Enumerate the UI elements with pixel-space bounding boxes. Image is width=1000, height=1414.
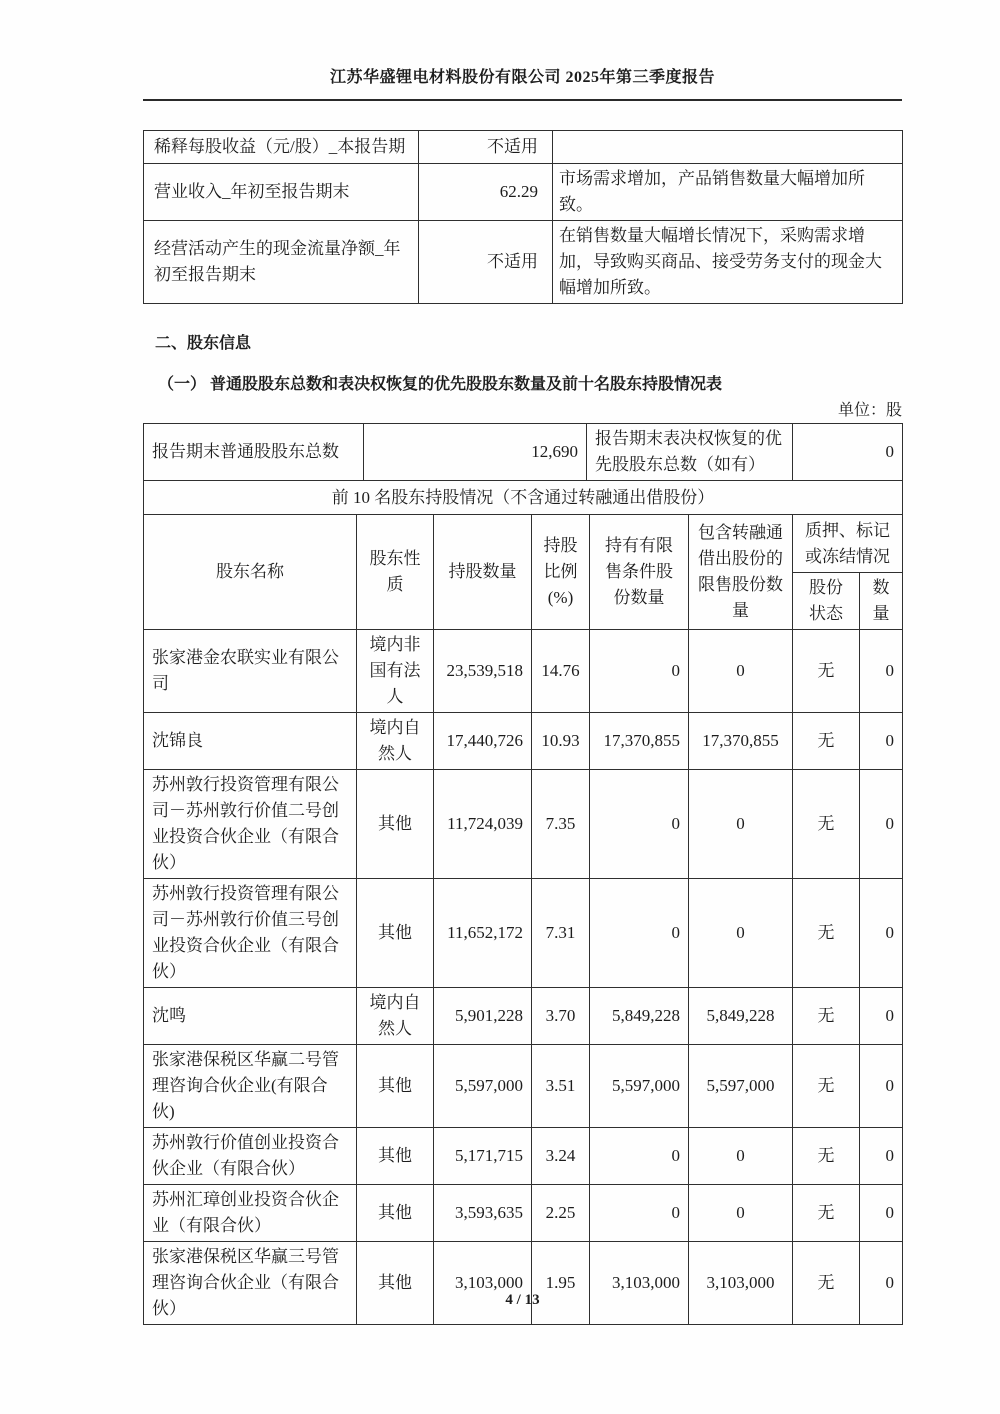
shareholder-name-cell: 苏州汇璋创业投资合伙企业（有限合伙） (144, 1185, 357, 1242)
table-row (144, 630, 903, 713)
shareholder-name-cell: 苏州敦行投资管理有限公司－苏州敦行价值二号创业投资合伙企业（有限合伙） (144, 770, 357, 879)
section-title: 二、股东信息 (155, 335, 252, 352)
shareholder-name-cell: 苏州敦行价值创业投资合伙企业（有限合伙） (144, 1128, 357, 1185)
shareholder-nature-cell: 境内自然人 (357, 988, 434, 1045)
shareholder-name-cell: 张家港金农联实业有限公司 (144, 630, 357, 713)
shareholding-ratio-cell: 1.95 (532, 1242, 590, 1325)
shares-held-cell: 5,597,000 (434, 1045, 532, 1128)
pledge-status-cell: 无 (793, 879, 860, 988)
doc-header-title: 江苏华盛锂电材料股份有限公司 2025年第三季度报告 (329, 69, 715, 86)
indicator-value-cell: 62.29 (419, 164, 553, 221)
shareholder-nature-cell: 其他 (357, 1242, 434, 1325)
top10-subheader-cell: 前 10 名股东持股情况（不含通过转融通出借股份） (144, 481, 903, 515)
shareholding-ratio-cell: 3.51 (532, 1045, 590, 1128)
table-row (144, 879, 903, 988)
pledge-qty-cell: 0 (860, 879, 903, 988)
restricted-shares-cell: 3,103,000 (590, 1242, 689, 1325)
table-row (144, 1128, 903, 1185)
section-subtitle: （一） 普通股股东总数和表决权恢复的优先股股东数量及前十名股东持股情况表 (158, 376, 723, 393)
shareholder-name-cell: 沈锦良 (144, 713, 357, 770)
refinancing-shares-cell: 5,849,228 (689, 988, 793, 1045)
shareholder-nature-cell: 其他 (357, 1045, 434, 1128)
indicators-table (143, 130, 903, 304)
restricted-shares-cell: 0 (590, 1185, 689, 1242)
shares-held-cell: 3,103,000 (434, 1242, 532, 1325)
refinancing-shares-cell: 0 (689, 879, 793, 988)
pledge-qty-cell: 0 (860, 1185, 903, 1242)
pledge-qty-cell: 0 (860, 713, 903, 770)
indicator-note-cell: 在销售数量大幅增长情况下，采购需求增加，导致购买商品、接受劳务支付的现金大幅增加所致。 (553, 221, 903, 304)
indicator-value-cell: 不适用 (419, 131, 553, 164)
pledge-qty-cell: 0 (860, 630, 903, 713)
refinancing-shares-cell: 0 (689, 1185, 793, 1242)
col-shares-held: 持股数量 (434, 515, 532, 630)
indicator-note-cell (553, 131, 903, 164)
restricted-shares-cell: 5,597,000 (590, 1045, 689, 1128)
indicator-item-cell: 稀释每股收益（元/股）_本报告期 (144, 131, 419, 164)
shares-held-cell: 23,539,518 (434, 630, 532, 713)
table-row (144, 481, 903, 515)
shares-held-cell: 5,171,715 (434, 1128, 532, 1185)
indicator-item-cell: 营业收入_年初至报告期末 (144, 164, 419, 221)
shareholder-nature-cell: 其他 (357, 1128, 434, 1185)
pledge-qty-cell: 0 (860, 1045, 903, 1128)
pledge-status-cell: 无 (793, 1185, 860, 1242)
col-restricted-shares: 持有有限售条件股份数量 (590, 515, 689, 630)
indicator-value-cell: 不适用 (419, 221, 553, 304)
shareholding-ratio-cell: 3.70 (532, 988, 590, 1045)
shareholding-ratio-cell: 10.93 (532, 713, 590, 770)
shareholder-name-cell: 张家港保税区华赢三号管理咨询合伙企业（有限合伙） (144, 1242, 357, 1325)
shareholding-ratio-cell: 7.35 (532, 770, 590, 879)
indicator-note-cell: 市场需求增加，产品销售数量大幅增加所致。 (553, 164, 903, 221)
shareholding-ratio-cell: 7.31 (532, 879, 590, 988)
table-row (144, 1242, 903, 1325)
shares-held-cell: 17,440,726 (434, 713, 532, 770)
col-shareholding-ratio: 持股比例(%) (532, 515, 590, 630)
header-divider (143, 99, 902, 101)
page-number: 4 / 13 (505, 1292, 540, 1308)
shares-held-cell: 11,652,172 (434, 879, 532, 988)
preferred-shareholders-label-cell: 报告期末表决权恢复的优先股股东总数（如有） (587, 424, 793, 481)
shares-held-cell: 3,593,635 (434, 1185, 532, 1242)
restricted-shares-cell: 0 (590, 630, 689, 713)
shareholder-nature-cell: 其他 (357, 879, 434, 988)
common-shareholders-value-cell: 12,690 (364, 424, 587, 481)
table-header-row (144, 515, 903, 573)
shareholding-ratio-cell: 14.76 (532, 630, 590, 713)
pledge-status-cell: 无 (793, 770, 860, 879)
shareholder-name-cell: 沈鸣 (144, 988, 357, 1045)
restricted-shares-cell: 5,849,228 (590, 988, 689, 1045)
table-row (144, 770, 903, 879)
pledge-status-cell: 无 (793, 630, 860, 713)
shareholder-nature-cell: 境内非国有法人 (357, 630, 434, 713)
table-row (144, 131, 903, 164)
shareholder-name-cell: 苏州敦行投资管理有限公司－苏州敦行价值三号创业投资合伙企业（有限合伙） (144, 879, 357, 988)
shareholder-name-cell: 张家港保税区华赢二号管理咨询合伙企业(有限合伙) (144, 1045, 357, 1128)
table-row (144, 164, 903, 221)
col-refinancing-shares: 包含转融通借出股份的限售股份数量 (689, 515, 793, 630)
col-pledge-group: 质押、标记或冻结情况 (793, 515, 903, 573)
shareholder-summary-table (143, 423, 903, 515)
col-pledge-qty: 数量 (860, 573, 903, 630)
shareholding-ratio-cell: 2.25 (532, 1185, 590, 1242)
table-row (144, 988, 903, 1045)
shareholding-ratio-cell: 3.24 (532, 1128, 590, 1185)
col-shareholder-nature: 股东性质 (357, 515, 434, 630)
table-row (144, 221, 903, 304)
pledge-qty-cell: 0 (860, 988, 903, 1045)
col-pledge-status: 股份状态 (793, 573, 860, 630)
restricted-shares-cell: 17,370,855 (590, 713, 689, 770)
restricted-shares-cell: 0 (590, 770, 689, 879)
top10-shareholders-table (143, 514, 903, 1325)
unit-label: 单位：股 (837, 402, 902, 419)
shareholder-table-wrap (143, 423, 902, 1325)
pledge-qty-cell: 0 (860, 1128, 903, 1185)
shares-held-cell: 11,724,039 (434, 770, 532, 879)
refinancing-shares-cell: 5,597,000 (689, 1045, 793, 1128)
refinancing-shares-cell: 0 (689, 630, 793, 713)
pledge-status-cell: 无 (793, 713, 860, 770)
pledge-qty-cell: 0 (860, 770, 903, 879)
table-row (144, 1045, 903, 1128)
refinancing-shares-cell: 17,370,855 (689, 713, 793, 770)
shareholder-nature-cell: 其他 (357, 770, 434, 879)
preferred-shareholders-value-cell: 0 (793, 424, 903, 481)
common-shareholders-label-cell: 报告期末普通股股东总数 (144, 424, 364, 481)
refinancing-shares-cell: 3,103,000 (689, 1242, 793, 1325)
col-shareholder-name: 股东名称 (144, 515, 357, 630)
pledge-status-cell: 无 (793, 988, 860, 1045)
table-row (144, 1185, 903, 1242)
restricted-shares-cell: 0 (590, 1128, 689, 1185)
refinancing-shares-cell: 0 (689, 770, 793, 879)
pledge-qty-cell: 0 (860, 1242, 903, 1325)
refinancing-shares-cell: 0 (689, 1128, 793, 1185)
indicator-item-cell: 经营活动产生的现金流量净额_年初至报告期末 (144, 221, 419, 304)
pledge-status-cell: 无 (793, 1242, 860, 1325)
restricted-shares-cell: 0 (590, 879, 689, 988)
table-row (144, 424, 903, 481)
pledge-status-cell: 无 (793, 1045, 860, 1128)
table-row (144, 713, 903, 770)
shares-held-cell: 5,901,228 (434, 988, 532, 1045)
shareholder-nature-cell: 其他 (357, 1185, 434, 1242)
pledge-status-cell: 无 (793, 1128, 860, 1185)
shareholder-nature-cell: 境内自然人 (357, 713, 434, 770)
